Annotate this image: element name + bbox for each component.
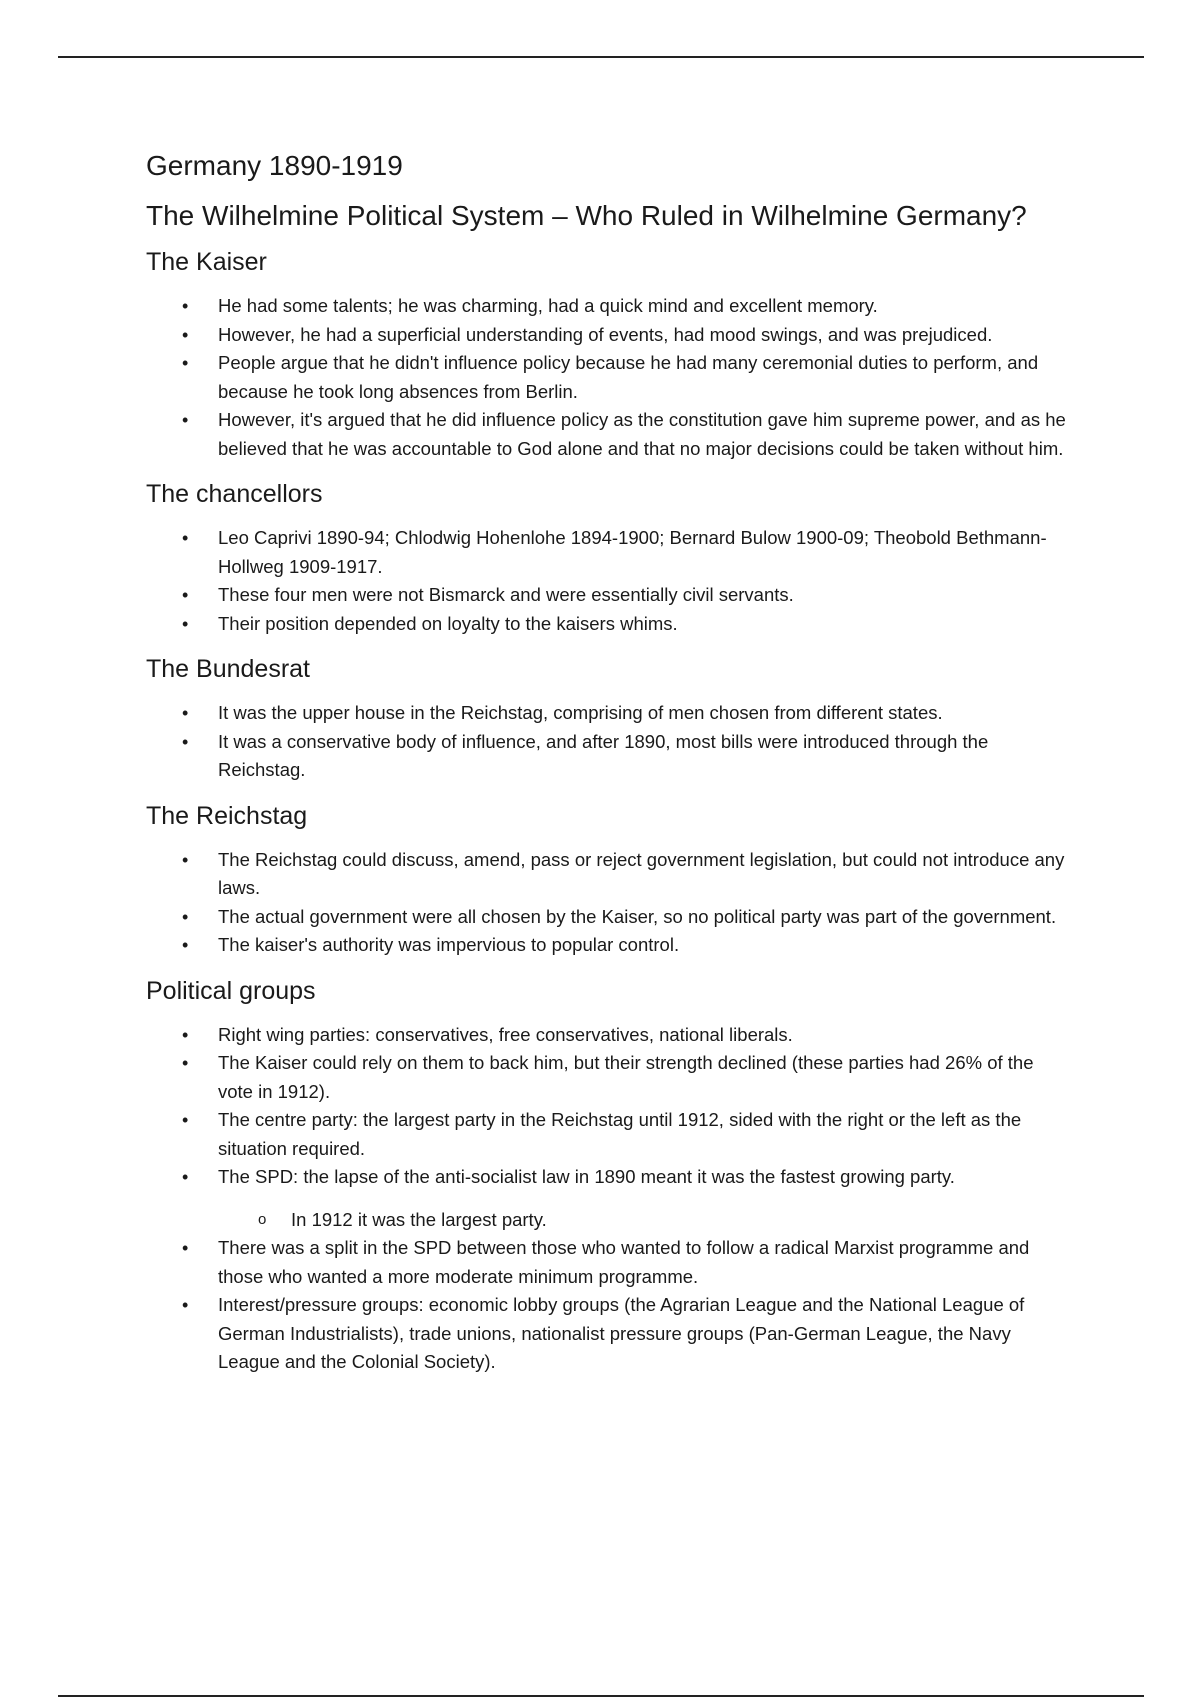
document-body [146, 146, 1066, 1391]
list-item: • Leo Caprivi 1890-94; Chlodwig Hohenlohe 1894-1900; Bernard Bulow 1900-09; Theobold Bethmann-Hollweg 1909-1917. [146, 524, 1066, 581]
list-item: • The SPD: the lapse of the anti-socialist law in 1890 meant it was the fastest growing party. [146, 1163, 1066, 1192]
chancellors-list [146, 524, 1066, 638]
sub-list-item: o In 1912 it was the largest party. [146, 1206, 1066, 1235]
section-heading-chancellors: The chancellors [146, 480, 323, 508]
list-item: • The centre party: the largest party in the Reichstag until 1912, sided with the right or the left as the situation required. [146, 1106, 1066, 1163]
list-item: • It was a conservative body of influence, and after 1890, most bills were introduced through the Reichstag. [146, 728, 1066, 785]
section-heading-reichstag: The Reichstag [146, 801, 308, 830]
list-item: • Interest/pressure groups: economic lobby groups (the Agrarian League and the National League of German Industrialists), trade unions, nationalist pressure groups (Pan-German League, the Navy League and the Colonial Society). [146, 1291, 1066, 1377]
list-item: • However, it's argued that he did influence policy as the constitution gave him supreme power, and as he believed that he was accountable to God alone and that no major decisions could be taken without him. [146, 406, 1066, 463]
list-item: • People argue that he didn't influence policy because he had many ceremonial duties to perform, and because he took long absences from Berlin. [146, 349, 1066, 406]
list-item: • The Reichstag could discuss, amend, pass or reject government legislation, but could not introduce any laws. [146, 846, 1066, 903]
list-item: • The Kaiser could rely on them to back him, but their strength declined (these parties had 26% of the vote in 1912). [146, 1049, 1066, 1106]
list-item: • There was a split in the SPD between those who wanted to follow a radical Marxist programme and those who wanted a more moderate minimum programme. [146, 1234, 1066, 1291]
section-heading-political-groups: Political groups [146, 976, 316, 1005]
list-item: • The kaiser's authority was impervious to popular control. [146, 931, 1066, 960]
bottom-rule [58, 1695, 1144, 1697]
page-subtitle: The Wilhelmine Political System – Who Ruled in Wilhelmine Germany? [146, 200, 1027, 231]
political-groups-list-continued [146, 1234, 1066, 1377]
bundesrat-list [146, 699, 1066, 785]
section-heading-bundesrat: The Bundesrat [146, 655, 310, 683]
political-groups-list [146, 1021, 1066, 1192]
list-item: • It was the upper house in the Reichstag, comprising of men chosen from different states. [146, 699, 1066, 728]
list-item: • He had some talents; he was charming, had a quick mind and excellent memory. [146, 292, 1066, 321]
top-rule [58, 56, 1144, 58]
page-title: Germany 1890-1919 [146, 150, 403, 181]
list-item: • However, he had a superficial understanding of events, had mood swings, and was prejudiced. [146, 321, 1066, 350]
list-item: • The actual government were all chosen by the Kaiser, so no political party was part of the government. [146, 903, 1066, 932]
list-item: • These four men were not Bismarck and were essentially civil servants. [146, 581, 1066, 610]
section-heading-kaiser: The Kaiser [146, 248, 267, 276]
list-item: • Their position depended on loyalty to the kaisers whims. [146, 610, 1066, 639]
kaiser-list [146, 292, 1066, 463]
reichstag-list [146, 846, 1066, 960]
political-groups-sublist [146, 1206, 1066, 1235]
list-item: • Right wing parties: conservatives, free conservatives, national liberals. [146, 1021, 1066, 1050]
